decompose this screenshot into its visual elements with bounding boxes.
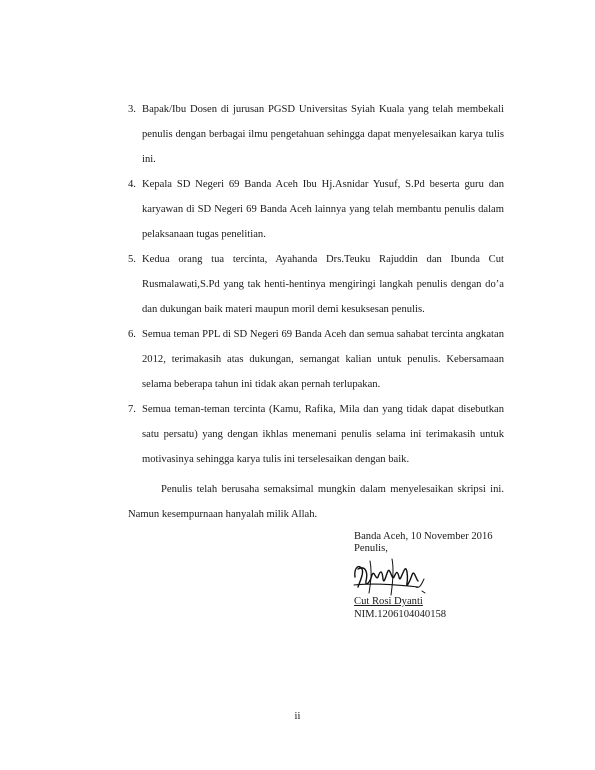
list-item (128, 247, 504, 322)
list-item-text: Semua teman PPL di SD Negeri 69 Banda Aceh dan semua sahabat tercinta angkatan 2012, terimakasih atas dukungan, semangat kalian untuk penulis. Kebersamaan selama beberapa tahun ini tidak akan pernah terlupakan. (142, 329, 504, 390)
list-item-text: Semua teman-teman tercinta (Kamu, Rafika, Mila dan yang tidak dapat disebutkan satu persatu) yang dengan ikhlas menemani penulis selama ini terimakasih untuk motivasinya sehingga karya tulis ini terselesaikan dengan baik. (142, 404, 504, 465)
list-item (128, 172, 504, 247)
list-item (128, 397, 504, 472)
signer-role: Penulis, (354, 543, 388, 554)
signer-name: Cut Rosi Dyanti (354, 596, 423, 607)
list-item-number: 7. (128, 404, 136, 415)
list-item (128, 97, 504, 172)
list-item-text: Kedua orang tua tercinta, Ayahanda Drs.Teuku Rajuddin dan Ibunda Cut Rusmalawati,S.Pd yang tak henti-hentinya mengiringi langkah penulis dengan do’a dan dukungan baik materi maupun moril demi kesuksesan penulis. (142, 254, 504, 315)
list-item-number: 3. (128, 104, 136, 115)
list-item-number: 5. (128, 254, 136, 265)
handwritten-signature (352, 547, 432, 603)
list-item-text: Bapak/Ibu Dosen di jurusan PGSD Universitas Syiah Kuala yang telah membekali penulis dengan berbagai ilmu pengetahuan sehingga dapat menyelesaikan karya tulis ini. (142, 104, 504, 165)
list-item-number: 6. (128, 329, 136, 340)
list-item-number: 4. (128, 179, 136, 190)
closing-paragraph: Penulis telah berusaha semaksimal mungkin dalam menyelesaikan skripsi ini. Namun kesempurnaan hanyalah milik Allah. (128, 484, 504, 520)
list-item-text: Kepala SD Negeri 69 Banda Aceh Ibu Hj.Asnidar Yusuf, S.Pd beserta guru dan karyawan di SD Negeri 69 Banda Aceh lainnya yang telah membantu penulis dalam pelaksanaan tugas penelitian. (142, 179, 504, 240)
place-date: Banda Aceh, 10 November 2016 (354, 531, 493, 542)
page-number: ii (294, 711, 301, 722)
list-item (128, 322, 504, 397)
signer-nim: NIM.1206104040158 (354, 609, 447, 620)
acknowledgement-list (128, 97, 504, 472)
